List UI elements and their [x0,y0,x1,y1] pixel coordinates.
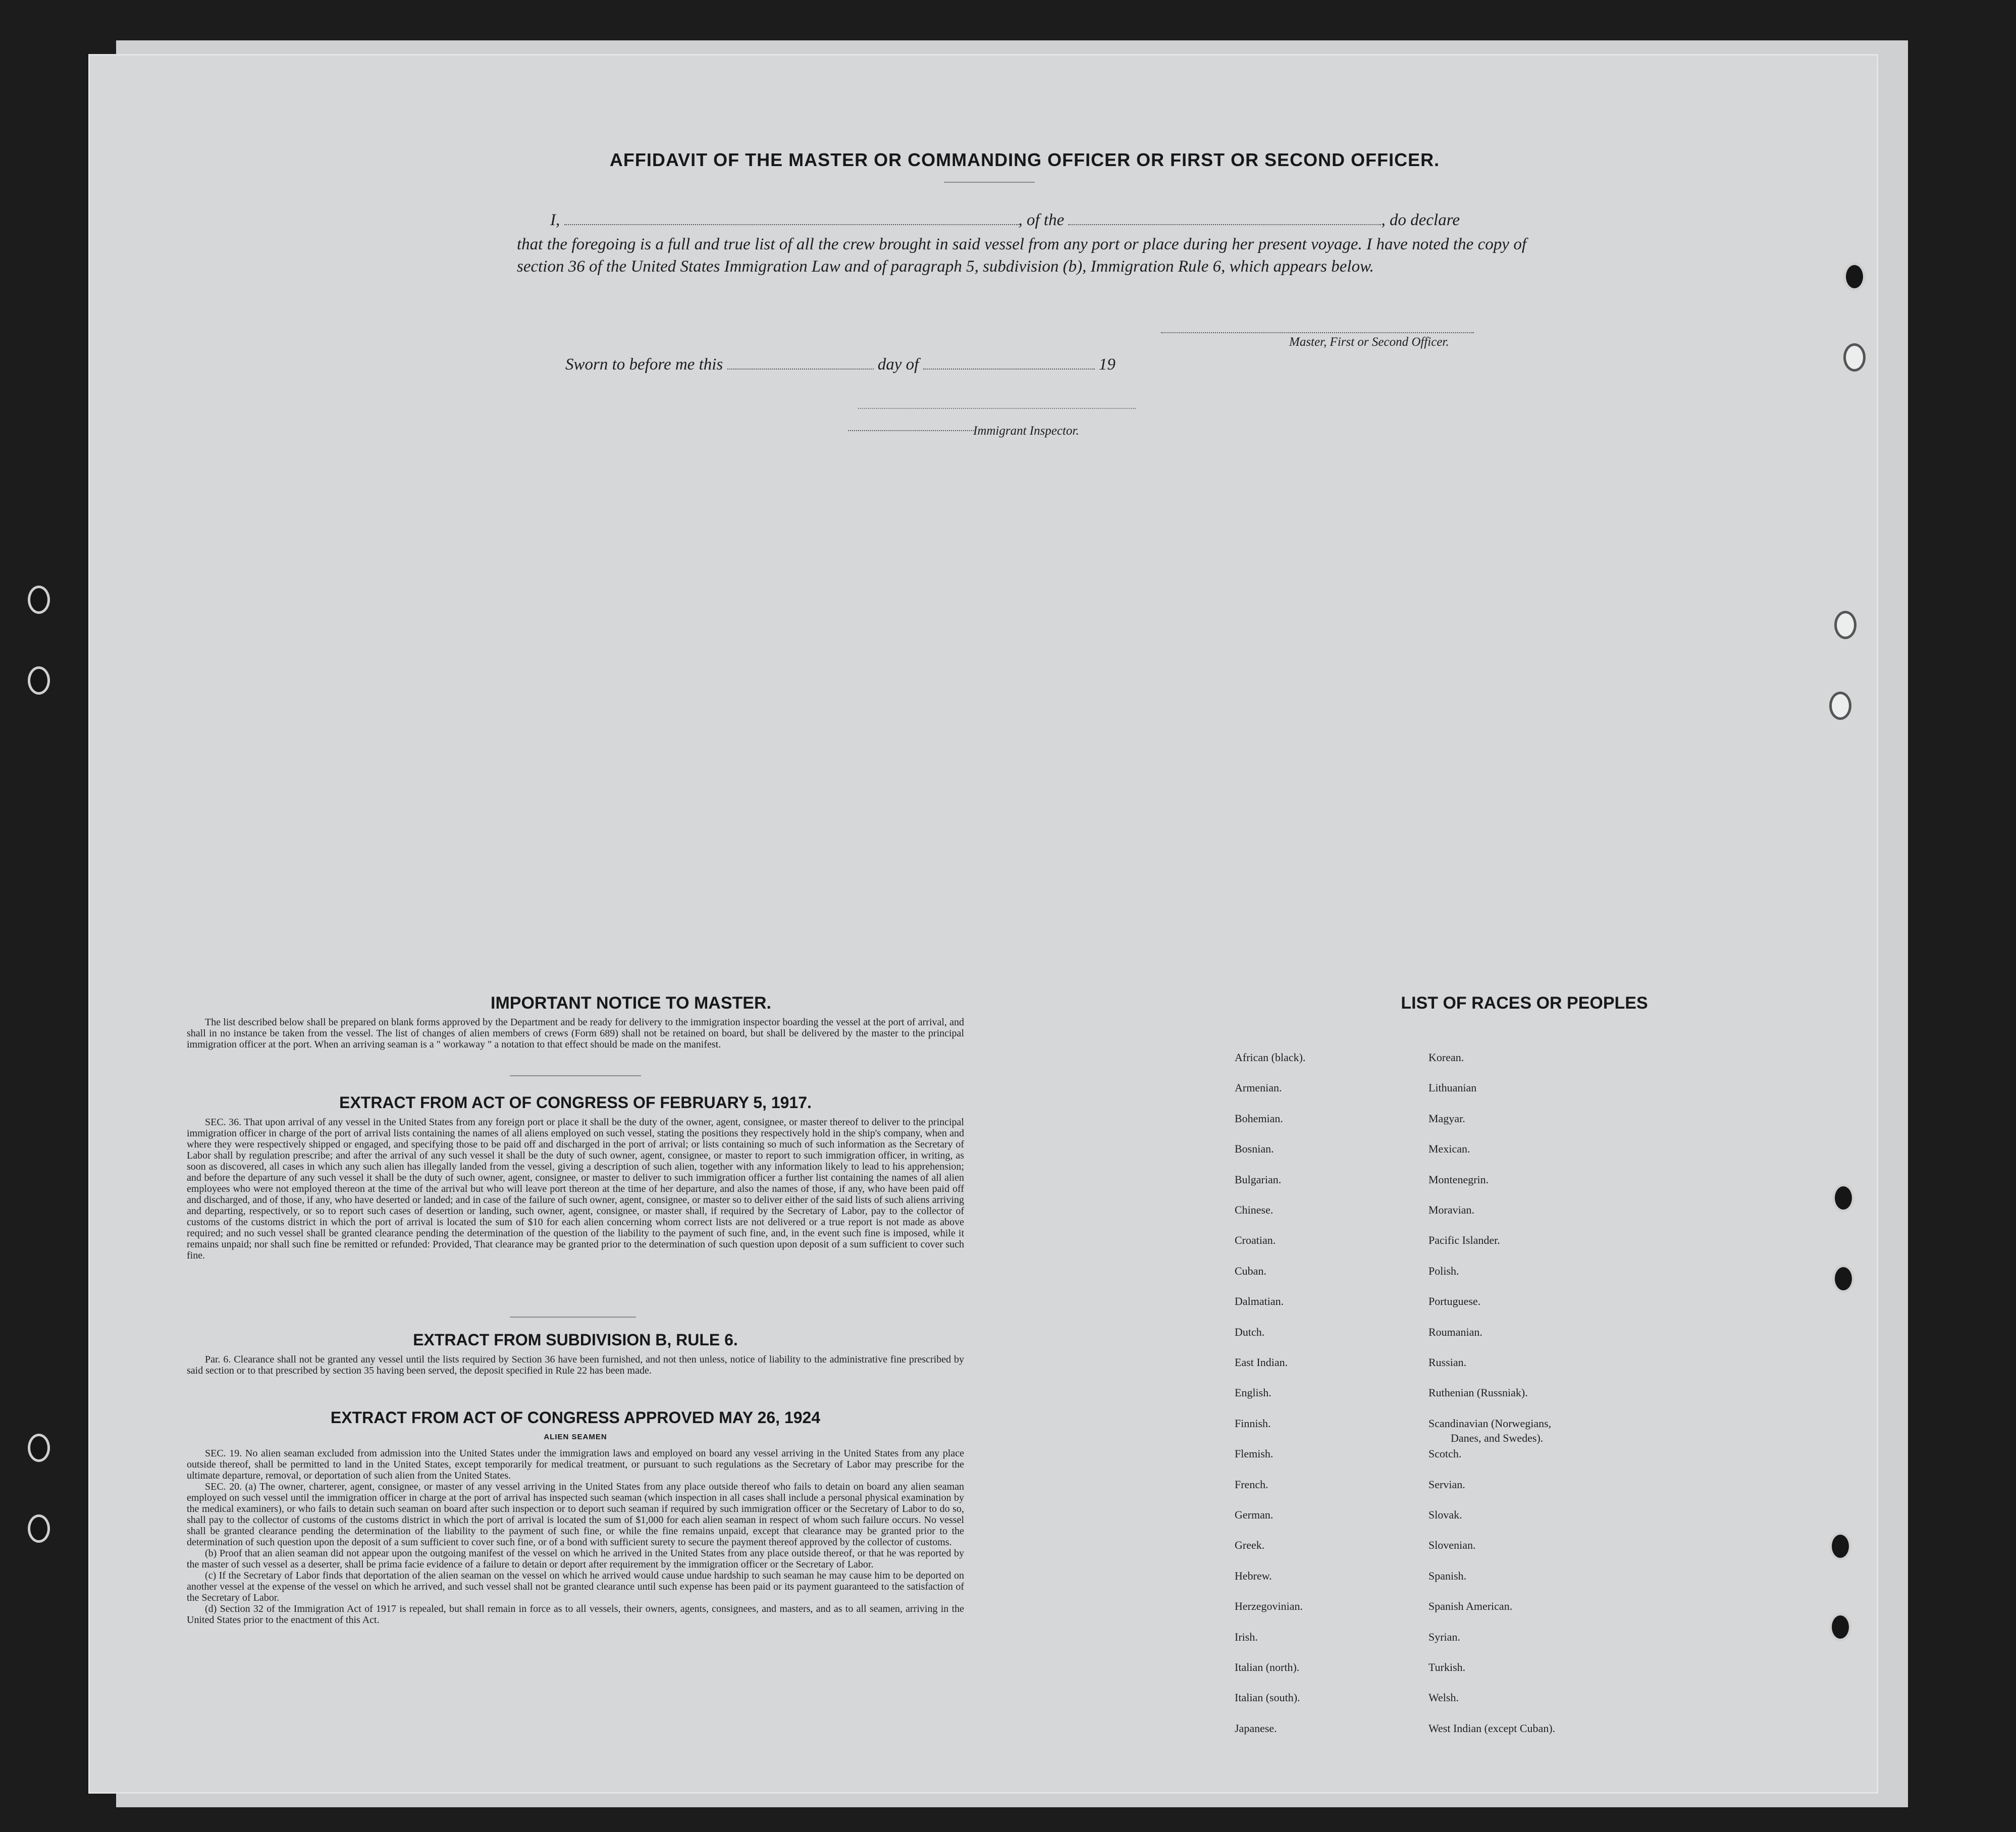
master-signature-blank[interactable] [1161,317,1474,333]
race-item: Bosnian. [1235,1142,1274,1155]
race-item: Herzegovinian. [1235,1600,1303,1612]
alien-seamen-subtitle: ALIEN SEAMEN [544,1433,607,1441]
do-declare-label: , do declare [1381,211,1460,229]
race-item: Bohemian. [1235,1112,1283,1125]
sworn-month-blank[interactable] [923,353,1095,370]
race-item: Slovenian. [1428,1539,1476,1551]
races-title: LIST OF RACES OR PEOPLES [1401,993,1648,1013]
vessel-blank[interactable] [1068,209,1381,225]
race-item: Italian (north). [1235,1661,1300,1673]
race-item: Slovak. [1428,1508,1462,1521]
inspector-signature-blank[interactable] [848,415,974,431]
extract-1924-body [187,1448,964,1626]
sworn-line [565,353,1116,374]
race-item: Roumanian. [1428,1326,1482,1338]
race-item: English. [1235,1386,1271,1399]
title-rule [944,182,1035,183]
extract-rule6-body: Par. 6. Clearance shall not be granted any vessel until the lists required by Section 36 have been furnished, and not then unless, notice of liability to the administrative fine prescribed by said section or to that prescribed by section 35 having been served, the deposit specified in Rule 22 has been made. [187,1354,964,1376]
of-the-label: , of the [1018,211,1065,229]
race-item: Dalmatian. [1235,1295,1284,1307]
race-item: West Indian (except Cuban). [1428,1722,1556,1735]
section-20b: (b) Proof that an alien seaman did not appear upon the outgoing manifest of the vessel on which he arrived in the United States from any place outside thereof, or that he was reported by the master of such vessel as a deserter, shall be prima facie evidence of a failure to detain or deport after requirement by the immigration officer or the Secretary of Labor. [187,1548,964,1570]
affidavit-body: that the foregoing is a full and true list of all the crew brought in said vessel from any port or place during her present voyage. I have noted the copy of section 36 of the United States Immigration Law and of paragraph 5, subdivision (b), Immigration Rule 6, which appears below. [517,235,1526,276]
race-item: Ruthenian (Russniak). [1428,1386,1528,1399]
race-item: Korean. [1428,1051,1464,1064]
race-item: Servian. [1428,1478,1465,1491]
punch-hole [28,1434,50,1462]
race-item: Japanese. [1235,1722,1277,1735]
race-item: Scotch. [1428,1447,1462,1460]
race-item: Danes, and Swedes). [1451,1432,1544,1444]
race-item: Spanish. [1428,1569,1467,1582]
race-item: Finnish. [1235,1417,1271,1430]
divider [510,1317,636,1318]
punch-hole [1832,1184,1854,1212]
race-item: Polish. [1428,1265,1459,1277]
race-item: Turkish. [1428,1661,1466,1673]
section-20c: (c) If the Secretary of Labor finds that deportation of the alien seaman on the vessel on which he arrived would cause undue hardship to such seaman he may cause him to be deported on another vessel at the expense of the vessel on which he arrived, and such vessel shall not be granted clearance until such expense has been paid or its payment guaranteed to the satisfaction of the Secretary of Labor. [187,1570,964,1603]
race-item: Mexican. [1428,1142,1470,1155]
race-item: Cuban. [1235,1265,1266,1277]
notice-body: The list described below shall be prepared on blank forms approved by the Department and be ready for delivery to the immigration inspector boarding the vessel at the port of arrival, and shall in no instance be taken from the vessel. The list of changes of alien members of crews (Form 689) shall not be retained on board, but shall be delivered by the master to the principal immigration officer at the port. When an arriving seaman is a " workaway " a notation to that effect should be made on the manifest. [187,1017,964,1050]
race-item: Moravian. [1428,1203,1475,1216]
race-item: Montenegrin. [1428,1173,1489,1186]
race-item: Italian (south). [1235,1691,1300,1704]
punch-hole [1843,263,1866,291]
year-label: 19 [1098,355,1116,374]
race-item: East Indian. [1235,1356,1288,1369]
inspector-rule [858,408,1136,409]
punch-hole [28,666,50,695]
race-item: Lithuanian [1428,1081,1477,1094]
punch-hole [1829,1613,1851,1641]
race-item: Russian. [1428,1356,1467,1369]
master-label: Master, First or Second Officer. [1289,335,1449,349]
extract-1924-title: EXTRACT FROM ACT OF CONGRESS APPROVED MAY 26, 1924 [330,1408,821,1427]
race-item: Irish. [1235,1631,1258,1643]
race-item: Magyar. [1428,1112,1465,1125]
punch-hole [28,1514,50,1543]
section-19: SEC. 19. No alien seaman excluded from admission into the United States under the immigration laws and employed on board any vessel arriving in the United States from any place outside thereof, shall be permitted to land in the United States, except temporarily for medical treatment, or pursuant to such regulations as the Secretary of Labor may prescribe for the ultimate departure, removal, or deportation of such alien from the United States. [187,1448,964,1481]
name-blank[interactable] [564,209,1019,225]
affidavit-declaration-line [550,209,1460,230]
sworn-label: Sworn to before me this [565,355,723,374]
race-item: Flemish. [1235,1447,1274,1460]
inspector-label: Immigrant Inspector. [973,424,1079,438]
notice-title: IMPORTANT NOTICE TO MASTER. [491,993,771,1013]
race-item: French. [1235,1478,1268,1491]
i-label: I, [550,211,560,229]
punch-hole [28,586,50,614]
affidavit-title: AFFIDAVIT OF THE MASTER OR COMMANDING OFFICER OR FIRST OR SECOND OFFICER. [609,149,1440,170]
punch-hole [1832,1265,1854,1293]
race-item: Dutch. [1235,1326,1265,1338]
divider [510,1075,641,1076]
race-item: Hebrew. [1235,1569,1272,1582]
race-item: African (black). [1235,1051,1306,1064]
race-item: Chinese. [1235,1203,1274,1216]
extract-rule6-title: EXTRACT FROM SUBDIVISION B, RULE 6. [413,1331,738,1349]
extract-1917-body: SEC. 36. That upon arrival of any vessel in the United States from any foreign port or place it shall be the duty of the owner, agent, consignee, or master thereof to deliver to the principal immigration officer in charge of the port of arrival lists containing the names of all aliens employed on such vessel, stating the positions they respectively hold in the ship's company, when and where they were respectively shipped or engaged, and specifying those to be paid off and discharged in the port of arrival; or lists containing so much of such information as the Secretary of Labor shall by regulation prescribe; and after the arrival of any such vessel it shall be the duty of such owner, agent, consignee, or master to report to such immigration officer, in writing, as soon as discovered, all cases in which any such alien has illegally landed from the vessel, giving a description of such alien, together with any information likely to lead to his apprehension; and before the departure of any such vessel it shall be the duty of such owner, agent, consignee, or master to deliver to such immigration officer a further list containing the names of all alien employees who were not employed thereon at the time of the arrival but who will leave port thereon at the time of her departure, and also the names of those, if any, who have been paid off and discharged, and of those, if any, who have deserted or landed; and in case of the failure of such owner, agent, consignee, or master so to deliver either of the said lists of such aliens arriving and departing, respectively, or so to report such cases of desertion or landing, such owner, agent, consignee, or master shall, if required by the Secretary of Labor, pay to the collector of customs of the customs district in which the port of arrival is located the sum of $10 for each alien concerning whom correct lists are not delivered or a true report is not made as above required; and no such vessel shall be granted clearance pending the determination of the question of the liability to the payment of such fine, and, in the event such fine is imposed, while it remains unpaid; nor shall such fine be remitted or refunded: Provided, That clearance may be granted prior to the determination of such question upon deposit of a sum sufficient to cover such fine. [187,1117,964,1261]
day-of-label: day of [877,355,919,374]
race-item: Armenian. [1235,1081,1282,1094]
race-item: Scandinavian (Norwegians, [1428,1417,1552,1430]
punch-hole [1834,611,1856,639]
punch-hole [1829,692,1851,720]
race-item: Croatian. [1235,1234,1276,1246]
race-item: German. [1235,1508,1274,1521]
punch-hole [1843,343,1866,372]
race-item: Spanish American. [1428,1600,1513,1612]
race-item: Portuguese. [1428,1295,1481,1307]
race-item: Bulgarian. [1235,1173,1282,1186]
section-20a: SEC. 20. (a) The owner, charterer, agent, consignee, or master of any vessel arriving in the United States from any place outside thereof who fails to detain on board any alien seaman employed on such vessel until the immigration officer in charge at the port of arrival has inspected such seaman (which inspection in all cases shall include a personal physical examination by the medical examiners), or who fails to detain such seaman on board after such inspection or to deport such seaman if required by such immigration officer or the Secretary of Labor to do so, shall pay to the collector of customs of the customs district in which the port of arrival is located the sum of $1,000 for each alien seaman in respect of whom such failure occurs. No vessel shall be granted clearance pending the determination of the liability to the payment of such fine, or while the fine remains unpaid, except that clearance may be granted prior to the determination of such question upon the deposit of a sum sufficient to cover such fine, or of a bond with sufficient surety to secure the payment thereof approved by the collector of customs. [187,1481,964,1548]
section-20d: (d) Section 32 of the Immigration Act of 1917 is repealed, but shall remain in force as to all vessels, their owners, agents, consignees, and masters, and as to all seamen, arriving in the United States prior to the enactment of this Act. [187,1603,964,1626]
sworn-day-blank[interactable] [727,353,874,370]
extract-1917-title: EXTRACT FROM ACT OF CONGRESS OF FEBRUARY 5, 1917. [339,1093,812,1112]
race-item: Welsh. [1428,1691,1459,1704]
race-item: Syrian. [1428,1631,1460,1643]
punch-hole [1829,1532,1851,1560]
race-item: Greek. [1235,1539,1265,1551]
race-item: Pacific Islander. [1428,1234,1500,1246]
